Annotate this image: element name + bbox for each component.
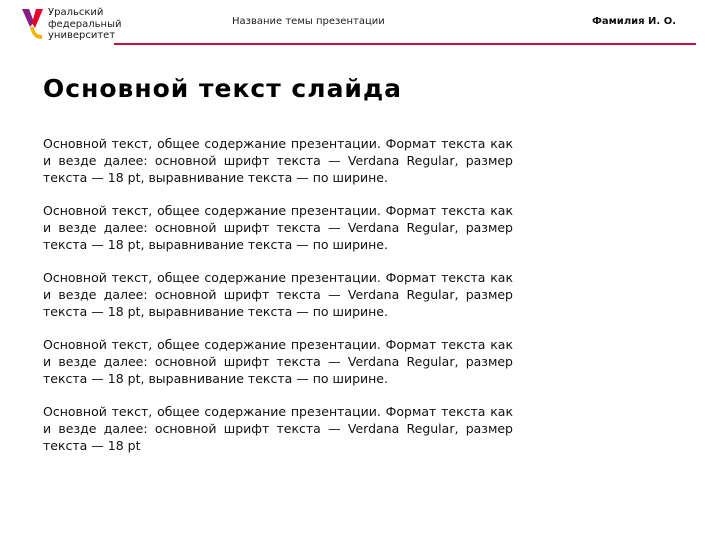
body-paragraph: Основной текст, общее содержание презентации. Формат текста как и везде далее: основной шрифт текста — Verdana Regular, размер текста — 18 pt, выравнивание текста — по ширине.	[43, 136, 513, 185]
body-paragraph: Основной текст, общее содержание презентации. Формат текста как и везде далее: основной шрифт текста — Verdana Regular, размер текста — 18 pt, выравнивание текста — по ширине.	[43, 270, 513, 319]
presentation-title: Название темы презентации	[232, 16, 385, 27]
logo-line-2: федеральный	[48, 18, 122, 30]
body-paragraph: Основной текст, общее содержание презентации. Формат текста как и везде далее: основной шрифт текста — Verdana Regular, размер текста — 18 pt, выравнивание текста — по ширине.	[43, 203, 513, 252]
body-paragraph: Основной текст, общее содержание презентации. Формат текста как и везде далее: основной шрифт текста — Verdana Regular, размер текста — 18 pt	[43, 404, 513, 453]
body-paragraph: Основной текст, общее содержание презентации. Формат текста как и везде далее: основной шрифт текста — Verdana Regular, размер текста — 18 pt, выравнивание текста — по ширине.	[43, 337, 513, 386]
header-divider	[114, 43, 696, 45]
logo-text	[48, 7, 121, 42]
slide-body	[43, 135, 513, 454]
university-logo	[20, 6, 130, 42]
slide-title: Основной текст слайда	[43, 74, 403, 103]
logo-line-1: Уральский	[48, 7, 104, 18]
urfu-logo-icon	[20, 6, 46, 42]
author-name: Фамилия И. О.	[591, 16, 676, 27]
logo-line-3: университет	[48, 30, 116, 41]
